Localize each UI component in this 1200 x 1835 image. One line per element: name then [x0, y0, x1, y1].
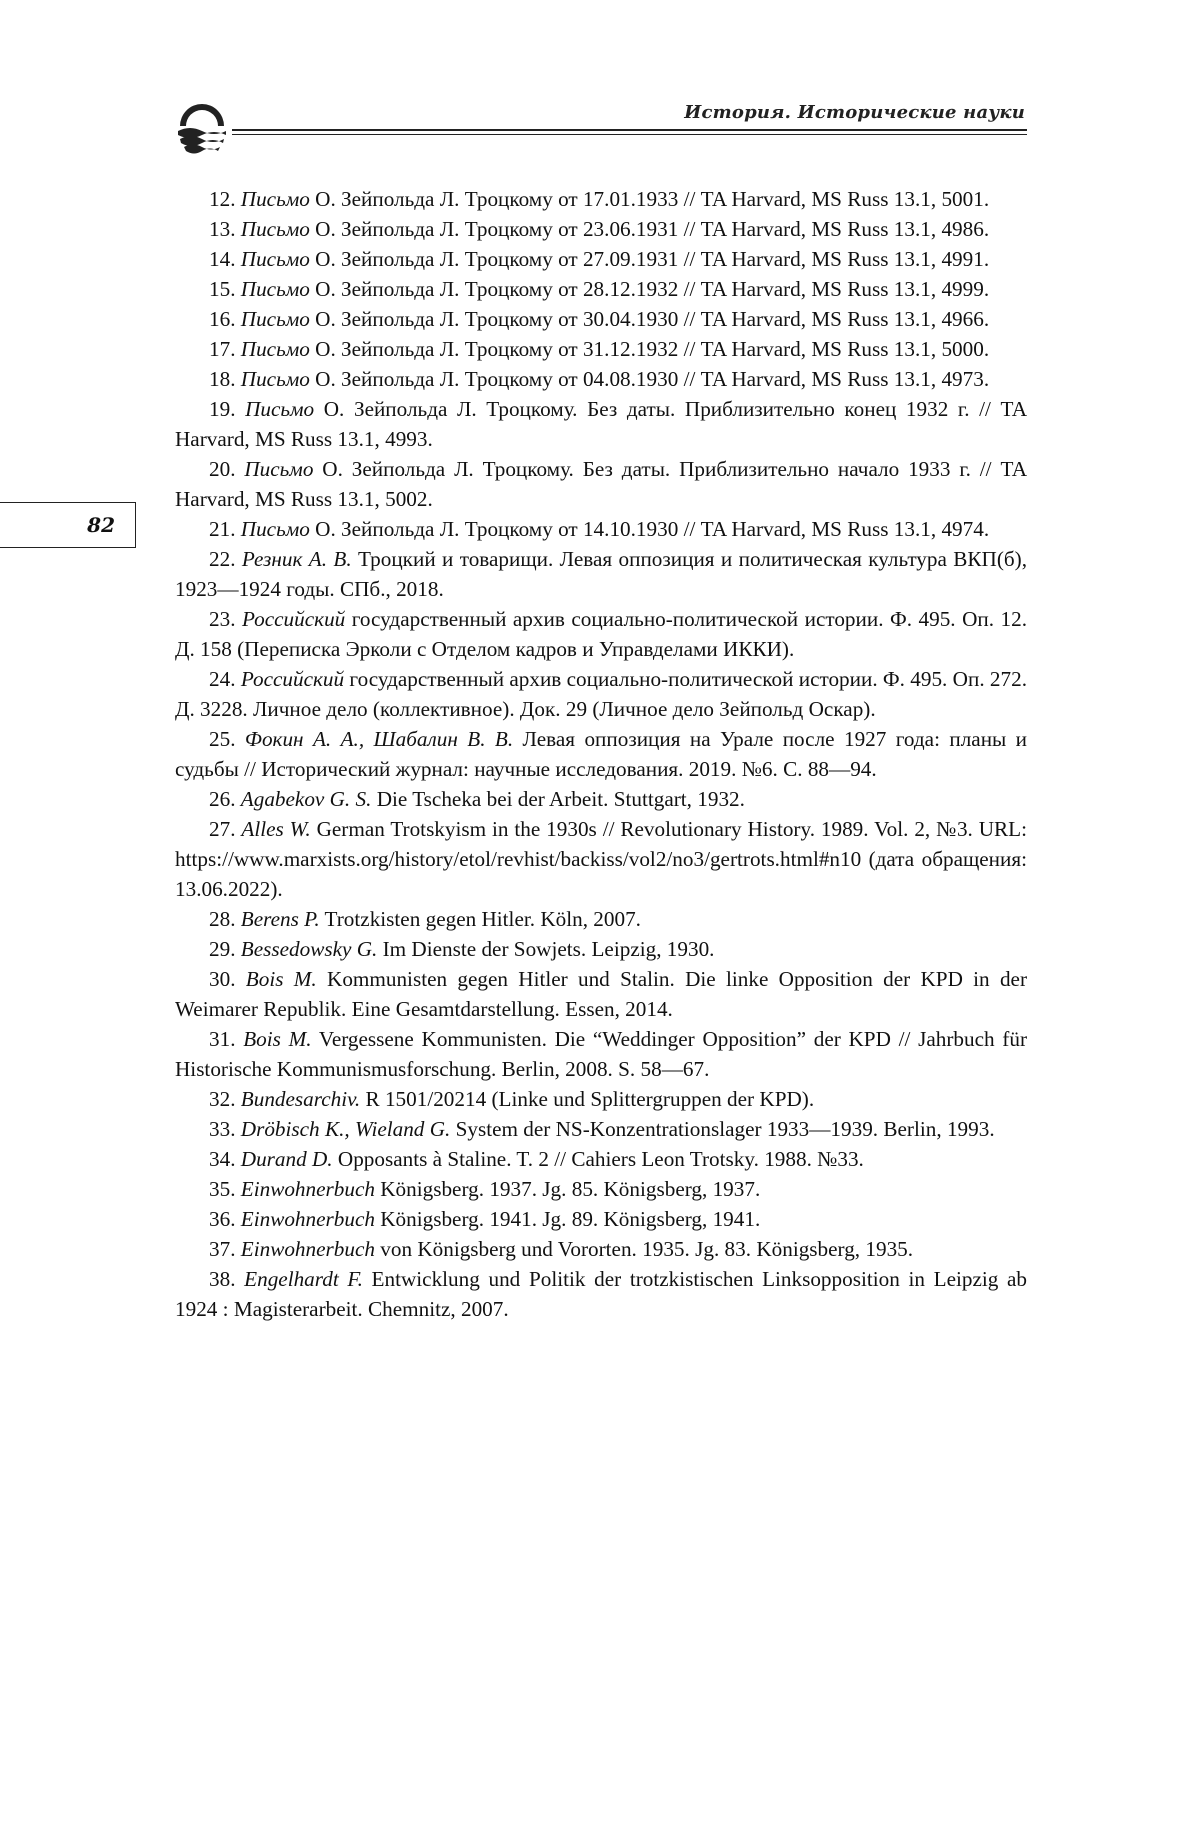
reference-item	[175, 934, 1027, 964]
reference-author: Письмо	[240, 187, 310, 211]
reference-author: Bundesarchiv.	[240, 1087, 361, 1111]
reference-author: Durand D.	[240, 1147, 333, 1171]
reference-text: О. Зейпольда Л. Троцкому от 28.12.1932 // TA Harvard, MS Russ 13.1, 4999.	[309, 277, 990, 301]
reference-text: О. Зейпольда Л. Троцкому от 17.01.1933 // TA Harvard, MS Russ 13.1, 5001.	[309, 187, 990, 211]
reference-item	[175, 454, 1027, 514]
reference-text: von Königsberg und Vororten. 1935. Jg. 83. Königsberg, 1935.	[374, 1237, 914, 1261]
reference-number: 14.	[209, 247, 236, 271]
reference-author: Письмо	[240, 277, 310, 301]
reference-author: Berens P.	[240, 907, 320, 931]
reference-text: О. Зейпольда Л. Троцкому от 23.06.1931 // TA Harvard, MS Russ 13.1, 4986.	[309, 217, 990, 241]
reference-number: 15.	[209, 277, 236, 301]
reference-number: 31.	[209, 1027, 236, 1051]
reference-author: Фокин А. А., Шабалин В. В.	[244, 727, 514, 751]
running-header-title: История. Исторические науки	[684, 102, 1025, 123]
reference-text: Königsberg. 1937. Jg. 85. Königsberg, 1937.	[374, 1177, 761, 1201]
reference-number: 29.	[209, 937, 236, 961]
reference-number: 35.	[209, 1177, 236, 1201]
reference-number: 18.	[209, 367, 236, 391]
reference-text: R 1501/20214 (Linke und Splittergruppen der KPD).	[360, 1087, 815, 1111]
reference-item	[175, 964, 1027, 1024]
reference-author: Российский	[240, 667, 345, 691]
reference-number: 24.	[209, 667, 236, 691]
journal-logo-icon	[172, 100, 232, 160]
reference-text: German Trotskyism in the 1930s // Revolutionary History. 1989. Vol. 2, №3. URL: https://www.marxists.org/history/etol/revhist/backiss/vol2/no3/gertrots.html#n10 (дата обращения: 13.06.2022).	[175, 817, 1028, 901]
reference-item	[175, 1204, 1027, 1234]
reference-item	[175, 1084, 1027, 1114]
reference-text: Opposants à Staline. T. 2 // Cahiers Leon Trotsky. 1988. №33.	[332, 1147, 864, 1171]
reference-text: System der NS-Konzentrationslager 1933—1939. Berlin, 1993.	[450, 1117, 995, 1141]
reference-text: государственный архив социально-политической истории. Ф. 495. Оп. 272. Д. 3228. Личное дело (коллективное). Док. 29 (Личное дело Зейпольд Оскар).	[175, 667, 1028, 721]
reference-item	[175, 334, 1027, 364]
reference-item	[175, 394, 1027, 454]
reference-number: 16.	[209, 307, 236, 331]
reference-text: О. Зейпольда Л. Троцкому. Без даты. Приблизительно начало 1933 г. // TA Harvard, MS Russ 13.1, 5002.	[175, 457, 1027, 511]
reference-author: Bois M.	[243, 1027, 312, 1051]
reference-text: О. Зейпольда Л. Троцкому от 31.12.1932 // TA Harvard, MS Russ 13.1, 5000.	[309, 337, 990, 361]
reference-list	[175, 184, 1027, 1324]
reference-text: Левая оппозиция на Урале после 1927 года: планы и судьбы // Исторический журнал: научные исследования. 2019. №6. С. 88—94.	[175, 727, 1028, 781]
reference-author: Письмо	[240, 217, 310, 241]
reference-item	[175, 184, 1027, 214]
reference-author: Письмо	[244, 457, 314, 481]
reference-author: Письмо	[240, 247, 310, 271]
reference-author: Российский	[241, 607, 346, 631]
reference-number: 33.	[209, 1117, 236, 1141]
reference-text: Königsberg. 1941. Jg. 89. Königsberg, 1941.	[374, 1207, 761, 1231]
reference-item	[175, 1024, 1027, 1084]
reference-number: 13.	[209, 217, 236, 241]
reference-number: 17.	[209, 337, 236, 361]
page-number: 82	[87, 513, 115, 537]
reference-number: 26.	[209, 787, 236, 811]
reference-item	[175, 544, 1027, 604]
reference-author: Bessedowsky G.	[240, 937, 378, 961]
reference-author: Письмо	[245, 397, 315, 421]
reference-item	[175, 214, 1027, 244]
reference-text: Trotzkisten gegen Hitler. Köln, 2007.	[319, 907, 641, 931]
reference-item	[175, 1264, 1027, 1324]
header-rule-thin	[232, 134, 1027, 135]
reference-number: 21.	[209, 517, 236, 541]
reference-number: 19.	[209, 397, 236, 421]
reference-item	[175, 1174, 1027, 1204]
reference-item	[175, 244, 1027, 274]
reference-author: Bois M.	[245, 967, 317, 991]
reference-text: Vergessene Kommunisten. Die “Weddinger Opposition” der KPD // Jahrbuch für Historische Kommunismusforschung. Berlin, 2008. S. 58—67.	[175, 1027, 1027, 1081]
reference-author: Alles W.	[241, 817, 311, 841]
page-number-tab	[0, 502, 136, 548]
reference-number: 20.	[209, 457, 236, 481]
reference-number: 36.	[209, 1207, 236, 1231]
reference-item	[175, 514, 1027, 544]
reference-item	[175, 604, 1027, 664]
reference-text: Троцкий и товарищи. Левая оппозиция и политическая культура ВКП(б), 1923—1924 годы. СПб., 2018.	[175, 547, 1028, 601]
reference-text: Die Tscheka bei der Arbeit. Stuttgart, 1932.	[371, 787, 745, 811]
reference-item	[175, 814, 1027, 904]
reference-author: Письмо	[240, 367, 310, 391]
header-rule	[232, 129, 1027, 131]
reference-author: Einwohnerbuch	[240, 1207, 375, 1231]
reference-number: 38.	[209, 1267, 236, 1291]
reference-number: 32.	[209, 1087, 236, 1111]
reference-text: государственный архив социально-политической истории. Ф. 495. Оп. 12. Д. 158 (Переписка Эрколи с Отделом кадров и Управделами ИККИ).	[175, 607, 1027, 661]
reference-item	[175, 364, 1027, 394]
reference-item	[175, 1114, 1027, 1144]
reference-number: 25.	[209, 727, 236, 751]
reference-number: 22.	[209, 547, 236, 571]
reference-item	[175, 784, 1027, 814]
reference-item	[175, 304, 1027, 334]
reference-number: 30.	[209, 967, 236, 991]
reference-item	[175, 904, 1027, 934]
reference-author: Einwohnerbuch	[240, 1177, 375, 1201]
reference-text: Kommunisten gegen Hitler und Stalin. Die linke Opposition der KPD in der Weimarer Republik. Eine Gesamtdarstellung. Essen, 2014.	[175, 967, 1027, 1021]
reference-text: О. Зейпольда Л. Троцкому от 14.10.1930 // TA Harvard, MS Russ 13.1, 4974.	[309, 517, 990, 541]
reference-author: Письмо	[240, 517, 310, 541]
reference-number: 34.	[209, 1147, 236, 1171]
reference-item	[175, 1144, 1027, 1174]
reference-number: 27.	[209, 817, 236, 841]
reference-number: 23.	[209, 607, 236, 631]
reference-author: Agabekov G. S.	[240, 787, 372, 811]
reference-number: 12.	[209, 187, 236, 211]
reference-text: О. Зейпольда Л. Троцкому от 30.04.1930 // TA Harvard, MS Russ 13.1, 4966.	[309, 307, 990, 331]
reference-text: Entwicklung und Politik der trotzkistischen Linksopposition in Leipzig ab 1924 : Magisterarbeit. Chemnitz, 2007.	[175, 1267, 1027, 1321]
reference-item	[175, 664, 1027, 724]
reference-text: О. Зейпольда Л. Троцкому. Без даты. Приблизительно конец 1932 г. // TA Harvard, MS Russ 13.1, 4993.	[175, 397, 1028, 451]
reference-text: О. Зейпольда Л. Троцкому от 27.09.1931 // TA Harvard, MS Russ 13.1, 4991.	[309, 247, 990, 271]
reference-text: Im Dienste der Sowjets. Leipzig, 1930.	[377, 937, 715, 961]
reference-author: Резник А. В.	[241, 547, 352, 571]
reference-author: Dröbisch K., Wieland G.	[240, 1117, 451, 1141]
reference-item	[175, 724, 1027, 784]
reference-author: Письмо	[240, 337, 310, 361]
reference-author: Engelhardt F.	[244, 1267, 363, 1291]
reference-text: О. Зейпольда Л. Троцкому от 04.08.1930 // TA Harvard, MS Russ 13.1, 4973.	[309, 367, 990, 391]
reference-item	[175, 1234, 1027, 1264]
reference-number: 28.	[209, 907, 236, 931]
reference-number: 37.	[209, 1237, 236, 1261]
reference-author: Einwohnerbuch	[240, 1237, 375, 1261]
reference-author: Письмо	[240, 307, 310, 331]
reference-item	[175, 274, 1027, 304]
